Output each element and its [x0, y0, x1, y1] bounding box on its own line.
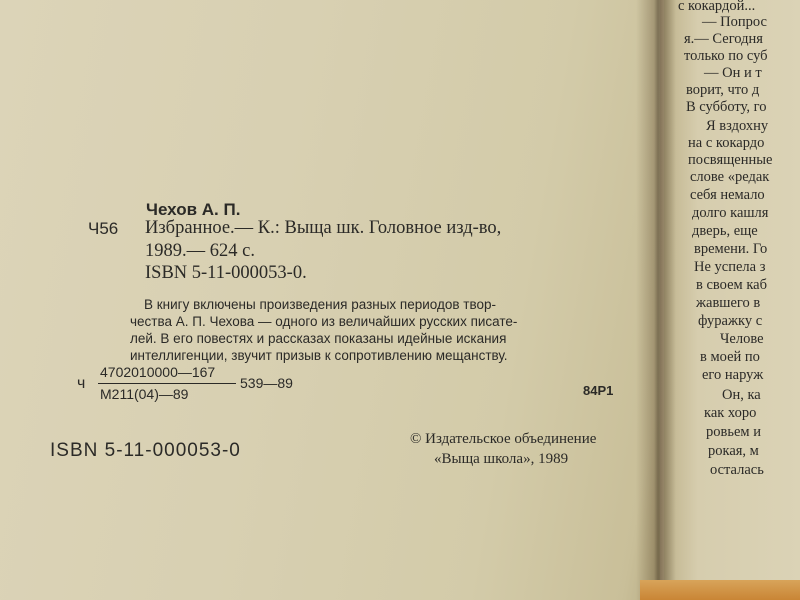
- right-text-line: Я вздохну: [706, 118, 769, 134]
- right-text-line: В субботу, го: [686, 99, 767, 115]
- annotation-line: В книгу включены произведения разных периодов твор-: [144, 297, 497, 312]
- formula-prefix: ч: [77, 375, 86, 392]
- formula-fraction-bar: [98, 383, 236, 384]
- author-heading: Чехов А. П.: [146, 200, 241, 219]
- orange-cover-edge: [640, 580, 800, 600]
- isbn-bottom: ISBN 5-11-000053-0: [50, 440, 241, 461]
- right-text-line: Челове: [720, 331, 764, 347]
- annotation-line: лей. В его повестях и рассказах показаны идейные искания: [130, 331, 507, 346]
- right-text-line: рокая, м: [708, 443, 759, 459]
- right-text-line: времени. Го: [694, 241, 768, 257]
- copyright-line-1: © Издательское объединение: [410, 431, 597, 447]
- entry-line-2: 1989.— 624 с.: [145, 241, 255, 261]
- right-text-line: осталась: [710, 462, 764, 478]
- right-text-line: ровьем и: [706, 424, 761, 440]
- formula-suffix: 539—89: [240, 375, 293, 391]
- formula-numerator: 4702010000—167: [100, 364, 216, 380]
- right-text-line: жавшего в: [696, 295, 761, 311]
- right-text-line: Он, ка: [722, 387, 761, 403]
- isbn-entry: ISBN 5-11-000053-0.: [145, 263, 307, 283]
- entry-line-1: Избранное.— К.: Выща шк. Головное изд-во,: [145, 218, 502, 238]
- bbk-code: 84Р1: [583, 383, 614, 398]
- right-text-line: ворит, что д: [686, 82, 760, 98]
- right-text-line: на с кокардо: [688, 135, 765, 151]
- annotation-line: чества А. П. Чехова — одного из величайших русских писате-: [130, 314, 518, 329]
- right-text-line: посвященные: [688, 152, 773, 168]
- copyright-line-2: «Выща школа», 1989: [434, 451, 569, 467]
- right-text-line: его наруж: [702, 367, 764, 383]
- right-text-line: Не успела з: [694, 259, 766, 275]
- right-text-line: слове «редак: [690, 169, 770, 185]
- right-text-line: — Попрос: [702, 14, 767, 30]
- right-text-line: долго кашля: [692, 205, 769, 221]
- right-text-line: только по суб: [684, 48, 768, 64]
- right-text-line: как хоро: [704, 405, 757, 421]
- right-text-line: с кокардой...: [678, 0, 756, 14]
- classmark: Ч56: [88, 219, 119, 238]
- right-text-line: — Он и т: [704, 65, 762, 81]
- right-text-line: я.— Сегодня: [684, 31, 763, 47]
- right-text-line: в своем каб: [696, 277, 767, 293]
- annotation-line: интеллигенции, звучит призыв к сопротивлению мещанству.: [130, 348, 508, 363]
- right-text-line: в моей по: [700, 349, 760, 365]
- right-book-page: [664, 0, 800, 582]
- book-spine-shadow: [636, 0, 676, 600]
- formula-denominator: М211(04)—89: [100, 386, 189, 402]
- right-text-line: дверь, еще: [692, 223, 758, 239]
- right-text-line: себя немало: [690, 187, 765, 203]
- right-text-line: фуражку с: [698, 313, 763, 329]
